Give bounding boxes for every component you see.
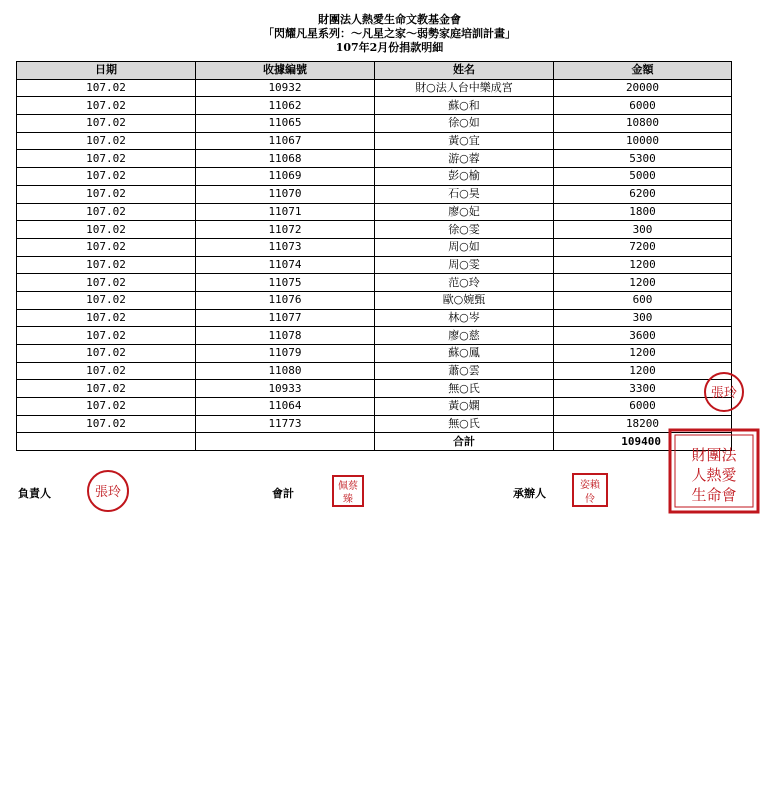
organization-seal-stamp [668, 428, 760, 514]
accountant-label: 會計 [272, 487, 294, 500]
date-cell: 107.02 [17, 380, 196, 398]
table-row [17, 203, 732, 221]
org-title: 財團法人熱愛生命文教基金會 [318, 13, 461, 26]
receipt-number-cell: 10932 [196, 79, 375, 97]
amount-cell: 6000 [554, 398, 732, 416]
table-header-row [17, 62, 732, 80]
table-row [17, 415, 732, 433]
date-cell: 107.02 [17, 415, 196, 433]
receipt-number-cell: 11070 [196, 185, 375, 203]
table-row [17, 97, 732, 115]
date-cell: 107.02 [17, 79, 196, 97]
amount-cell: 7200 [554, 238, 732, 256]
svg-text:人熱愛: 人熱愛 [691, 466, 737, 484]
table-row [17, 132, 732, 150]
donor-name-cell: 范○玲 [375, 274, 554, 292]
total-row [17, 433, 732, 451]
receipt-number-cell: 11072 [196, 221, 375, 239]
donor-name-cell: 游○蓉 [375, 150, 554, 168]
report-subtitle: 107年2月份捐款明細 [335, 41, 444, 54]
svg-text:伶: 伶 [585, 494, 595, 505]
donor-name-cell: 林○岑 [375, 309, 554, 327]
table-row [17, 221, 732, 239]
date-cell: 107.02 [17, 291, 196, 309]
svg-text:佩蔡: 佩蔡 [338, 481, 358, 492]
amount-cell: 18200 [554, 415, 732, 433]
table-row [17, 398, 732, 416]
table-row [17, 238, 732, 256]
amount-cell: 5300 [554, 150, 732, 168]
amount-cell: 1200 [554, 274, 732, 292]
amount-cell: 1800 [554, 203, 732, 221]
table-row [17, 79, 732, 97]
donor-name-cell: 蘇○和 [375, 97, 554, 115]
date-cell: 107.02 [17, 256, 196, 274]
donor-name-cell: 黃○宜 [375, 132, 554, 150]
receipt-number-cell: 11065 [196, 115, 375, 133]
table-row [17, 256, 732, 274]
receipt-number-cell: 11074 [196, 256, 375, 274]
receipt-number-cell: 11075 [196, 274, 375, 292]
date-cell: 107.02 [17, 274, 196, 292]
donor-name-cell: 石○昊 [375, 185, 554, 203]
date-cell: 107.02 [17, 309, 196, 327]
svg-text:張玲: 張玲 [94, 485, 122, 500]
receipt-number-cell: 10933 [196, 380, 375, 398]
date-cell: 107.02 [17, 221, 196, 239]
donor-name-cell: 無○氏 [375, 380, 554, 398]
receipt-number-cell: 11079 [196, 345, 375, 363]
handler-label: 承辦人 [513, 487, 546, 500]
receipt-number-cell: 11076 [196, 291, 375, 309]
total-label: 合計 [375, 433, 554, 451]
receipt-number-cell: 11062 [196, 97, 375, 115]
table-row [17, 185, 732, 203]
column-header-name: 姓名 [375, 62, 554, 80]
amount-cell: 300 [554, 221, 732, 239]
date-cell: 107.02 [17, 238, 196, 256]
amount-cell: 1200 [554, 362, 732, 380]
amount-cell: 10000 [554, 132, 732, 150]
donor-name-cell: 蕭○雲 [375, 362, 554, 380]
column-header-amount: 金額 [554, 62, 732, 80]
document-header [0, 13, 779, 55]
donor-name-cell: 周○如 [375, 238, 554, 256]
svg-text:財團法: 財團法 [691, 446, 737, 464]
project-title: 「閃耀凡星系列：～凡星之家～弱勢家庭培訓計畫」 [263, 27, 516, 40]
amount-cell: 3300 [554, 380, 732, 398]
total-value: 109400 [554, 433, 732, 451]
receipt-number-cell: 11080 [196, 362, 375, 380]
date-cell: 107.02 [17, 362, 196, 380]
date-cell: 107.02 [17, 327, 196, 345]
column-header-receipt: 收據編號 [196, 62, 375, 80]
table-row [17, 150, 732, 168]
date-cell: 107.02 [17, 150, 196, 168]
responsible-seal-stamp-table [702, 370, 746, 414]
amount-cell: 6000 [554, 97, 732, 115]
total-empty-cell [17, 433, 196, 451]
svg-text:姿賴: 姿賴 [580, 480, 600, 491]
amount-cell: 10800 [554, 115, 732, 133]
amount-cell: 20000 [554, 79, 732, 97]
svg-text:生命會: 生命會 [691, 486, 737, 504]
receipt-number-cell: 11071 [196, 203, 375, 221]
table-row [17, 309, 732, 327]
date-cell: 107.02 [17, 132, 196, 150]
date-cell: 107.02 [17, 115, 196, 133]
responsible-seal-stamp [85, 468, 131, 514]
table-row [17, 345, 732, 363]
amount-cell: 1200 [554, 345, 732, 363]
donor-name-cell: 黃○嫻 [375, 398, 554, 416]
table-row [17, 291, 732, 309]
table-row [17, 327, 732, 345]
receipt-number-cell: 11064 [196, 398, 375, 416]
donor-name-cell: 無○氏 [375, 415, 554, 433]
donor-name-cell: 徐○如 [375, 115, 554, 133]
date-cell: 107.02 [17, 345, 196, 363]
table-row [17, 115, 732, 133]
donor-name-cell: 周○雯 [375, 256, 554, 274]
date-cell: 107.02 [17, 168, 196, 186]
donor-name-cell: 徐○雯 [375, 221, 554, 239]
donor-name-cell: 財○法人台中樂成宮 [375, 79, 554, 97]
date-cell: 107.02 [17, 203, 196, 221]
receipt-number-cell: 11078 [196, 327, 375, 345]
amount-cell: 300 [554, 309, 732, 327]
receipt-number-cell: 11773 [196, 415, 375, 433]
total-empty-cell [196, 433, 375, 451]
column-header-date: 日期 [17, 62, 196, 80]
receipt-number-cell: 11077 [196, 309, 375, 327]
table-row [17, 362, 732, 380]
table-row [17, 274, 732, 292]
donor-name-cell: 蘇○鳳 [375, 345, 554, 363]
table-row [17, 168, 732, 186]
receipt-number-cell: 11068 [196, 150, 375, 168]
receipt-number-cell: 11067 [196, 132, 375, 150]
donor-name-cell: 彭○榆 [375, 168, 554, 186]
svg-text:張玲: 張玲 [710, 386, 738, 401]
date-cell: 107.02 [17, 398, 196, 416]
handler-seal-stamp [571, 472, 609, 508]
donation-table [16, 61, 732, 451]
amount-cell: 600 [554, 291, 732, 309]
amount-cell: 6200 [554, 185, 732, 203]
svg-text:臻: 臻 [343, 494, 353, 505]
accountant-seal-stamp [331, 474, 365, 508]
date-cell: 107.02 [17, 185, 196, 203]
receipt-number-cell: 11073 [196, 238, 375, 256]
amount-cell: 1200 [554, 256, 732, 274]
donor-name-cell: 廖○慈 [375, 327, 554, 345]
amount-cell: 5000 [554, 168, 732, 186]
donor-name-cell: 歐○婉甄 [375, 291, 554, 309]
donor-name-cell: 廖○妃 [375, 203, 554, 221]
responsible-label: 負責人 [18, 487, 51, 500]
table-row [17, 380, 732, 398]
amount-cell: 3600 [554, 327, 732, 345]
receipt-number-cell: 11069 [196, 168, 375, 186]
date-cell: 107.02 [17, 97, 196, 115]
